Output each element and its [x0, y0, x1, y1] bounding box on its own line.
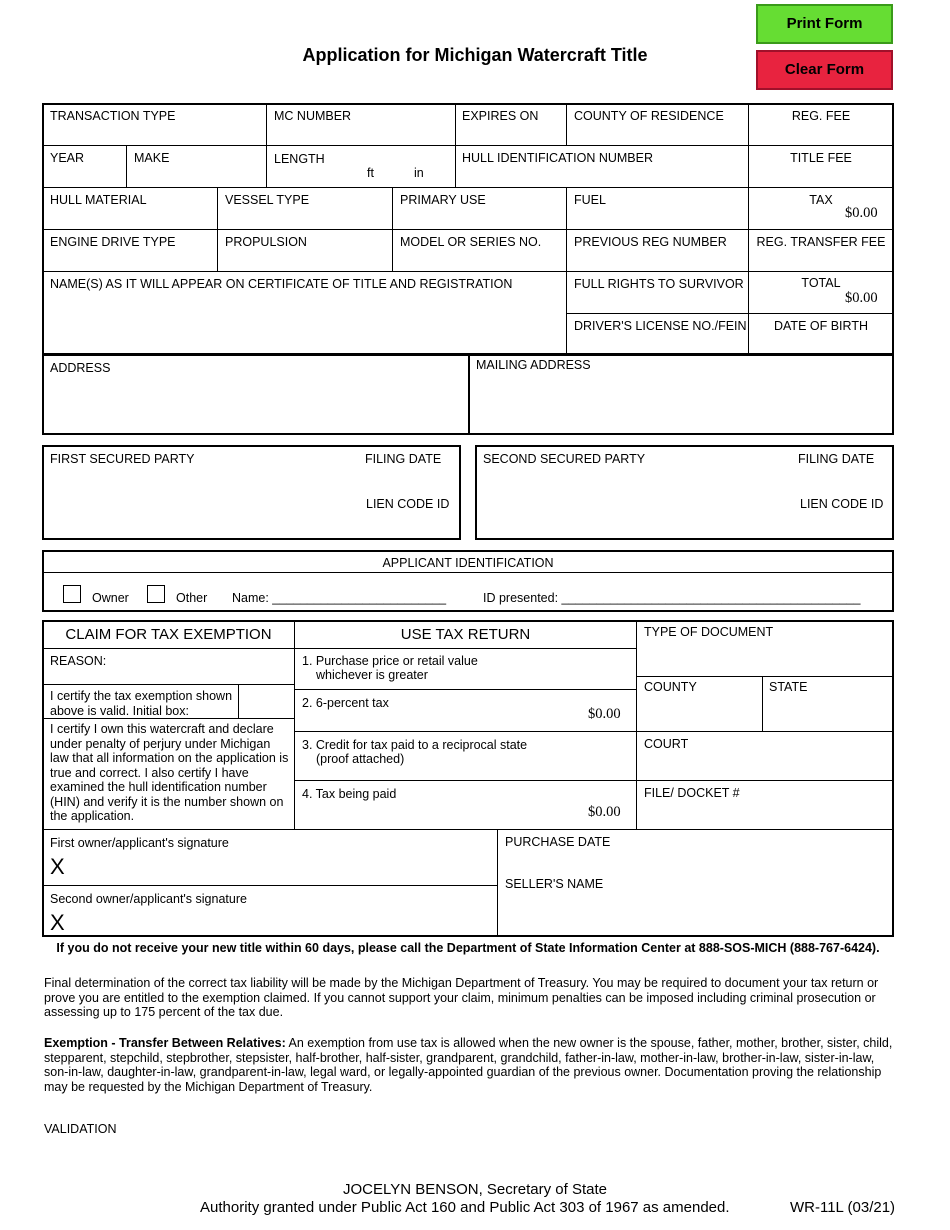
exemption-relatives-text	[44, 1036, 894, 1094]
length-in-label: in	[414, 166, 424, 180]
length-ft-label: ft	[367, 166, 374, 180]
validation-label: VALIDATION	[44, 1122, 117, 1136]
year-label: YEAR	[50, 151, 85, 165]
other-label: Other	[176, 591, 208, 605]
tax-label: TAX	[809, 193, 833, 207]
claim-heading: CLAIM FOR TAX EXEMPTION	[65, 626, 272, 643]
certify-own-text: I certify I own this watercraft and declare under penalty of perjury under Michigan law that all information on the application is true and correct. I also certify I have examined the hull identification number (HIN) and verify it is the number shown on the application.	[50, 722, 289, 823]
make-label: MAKE	[134, 151, 170, 165]
full-rights-label: FULL RIGHTS TO SURVIVOR	[574, 277, 744, 291]
tax-being-paid-value: $0.00	[588, 804, 621, 820]
first-filing-date-label: FILING DATE	[365, 452, 442, 466]
vessel-type-label: VESSEL TYPE	[225, 193, 310, 207]
secretary-of-state: JOCELYN BENSON, Secretary of State	[343, 1181, 607, 1198]
court-label: COURT	[644, 737, 689, 751]
authority-text: Authority granted under Public Act 160 and Public Act 303 of 1967 as amended.	[200, 1199, 730, 1216]
second-lien-code-label: LIEN CODE ID	[800, 497, 884, 511]
type-of-document-label: TYPE OF DOCUMENT	[644, 625, 774, 639]
reason-label: REASON:	[50, 654, 107, 668]
initial-box[interactable]	[238, 684, 295, 719]
second-secured-party-title: SECOND SECURED PARTY	[483, 452, 646, 466]
clear-form-button[interactable]: Clear Form	[756, 50, 893, 90]
dob-label: DATE OF BIRTH	[774, 319, 868, 333]
purchase-price-label: 1. Purchase price or retail value	[302, 654, 478, 668]
exemption-relatives-heading: Exemption - Transfer Between Relatives:	[44, 1036, 286, 1050]
first-signature-x: X	[50, 854, 65, 879]
primary-use-label: PRIMARY USE	[400, 193, 486, 207]
drivers-license-label: DRIVER'S LICENSE NO./FEIN	[574, 319, 747, 333]
second-signature-x: X	[50, 910, 65, 935]
model-series-label: MODEL OR SERIES NO.	[400, 235, 542, 249]
six-percent-tax-value: $0.00	[588, 706, 621, 722]
doc-state-label: STATE	[769, 680, 808, 694]
first-lien-code-label: LIEN CODE ID	[366, 497, 450, 511]
owner-label: Owner	[92, 591, 129, 605]
credit-label: 3. Credit for tax paid to a reciprocal state	[302, 738, 528, 752]
applicant-name-field[interactable]: Name: _________________________	[232, 591, 447, 605]
form-number: WR-11L (03/21)	[790, 1199, 896, 1216]
propulsion-label: PROPULSION	[225, 235, 307, 249]
title-notice: If you do not receive your new title within 60 days, please call the Department of State Information Center at 888-SOS-MICH (888-767-6424).	[56, 941, 880, 955]
file-docket-label: FILE/ DOCKET #	[644, 786, 740, 800]
reg-fee-label: REG. FEE	[791, 109, 851, 123]
reg-transfer-fee-label: REG. TRANSFER FEE	[756, 235, 886, 249]
exemption-relatives-body: An exemption from use tax is allowed when the new owner is the spouse, father, mother, brother, sister, child, stepparent, stepchild, stepbrother, stepsister, half-brother, half-sister, grandparent, grandchild, father-in-law, mother-in-law, brother-in-law, sister-in-law, son-in-law, daughter-in-law, grandparent-in-law, legal ward, or legally-appointed guardian of the previous owner. Documentation proving the relationship may be requested by the Michigan Department of Treasury.	[44, 1036, 893, 1094]
second-filing-date-label: FILING DATE	[798, 452, 875, 466]
print-form-button[interactable]: Print Form	[756, 4, 893, 44]
fuel-label: FUEL	[574, 193, 606, 207]
mc-number-label: MC NUMBER	[274, 109, 352, 123]
previous-reg-label: PREVIOUS REG NUMBER	[574, 235, 727, 249]
hull-material-label: HULL MATERIAL	[50, 193, 147, 207]
six-percent-tax-label: 2. 6-percent tax	[302, 696, 389, 710]
tax-value: $0.00	[845, 205, 878, 221]
total-label: TOTAL	[801, 276, 841, 290]
applicant-heading: APPLICANT IDENTIFICATION	[382, 556, 554, 570]
county-residence-label: COUNTY OF RESIDENCE	[574, 109, 724, 123]
credit-label-2: (proof attached)	[316, 752, 405, 766]
doc-county-label: COUNTY	[644, 680, 697, 694]
second-signature-label: Second owner/applicant's signature	[50, 892, 247, 906]
first-secured-party-label: FIRST SECURED PARTY	[50, 452, 195, 466]
engine-drive-label: ENGINE DRIVE TYPE	[50, 235, 176, 249]
other-checkbox[interactable]	[147, 585, 165, 603]
owner-checkbox[interactable]	[63, 585, 81, 603]
title-fee-label: TITLE FEE	[790, 151, 852, 165]
mailing-address-label: MAILING ADDRESS	[476, 358, 591, 372]
use-tax-heading: USE TAX RETURN	[400, 626, 531, 643]
sellers-name-label: SELLER'S NAME	[505, 877, 604, 891]
purchase-date-label: PURCHASE DATE	[505, 835, 611, 849]
length-label: LENGTH	[274, 152, 325, 166]
purchase-price-label-2: whichever is greater	[316, 668, 428, 682]
tax-being-paid-label: 4. Tax being paid	[302, 787, 397, 801]
id-presented-field[interactable]: ID presented: ___________________________________________	[483, 591, 861, 605]
hin-label: HULL IDENTIFICATION NUMBER	[462, 151, 653, 165]
certify-exempt-text: I certify the tax exemption shown above is valid. Initial box:	[50, 689, 233, 718]
transaction-type-label: TRANSACTION TYPE	[50, 109, 176, 123]
first-signature-label: First owner/applicant's signature	[50, 836, 229, 850]
final-determination-text: Final determination of the correct tax liability will be made by the Michigan Department of Treasury. You may be required to document your tax return or prove you are entitled to the exemption claimed. If you cannot support your claim, minimum penalties can be imposed including criminal prosecution or assessing up to 175 percent of the tax due.	[44, 976, 879, 1019]
names-label: NAME(S) AS IT WILL APPEAR ON CERTIFICATE OF TITLE AND REGISTRATION	[50, 277, 513, 291]
address-label: ADDRESS	[50, 361, 111, 375]
page-title: Application for Michigan Watercraft Title	[302, 45, 648, 65]
total-value: $0.00	[845, 290, 878, 306]
expires-on-label: EXPIRES ON	[462, 109, 539, 123]
